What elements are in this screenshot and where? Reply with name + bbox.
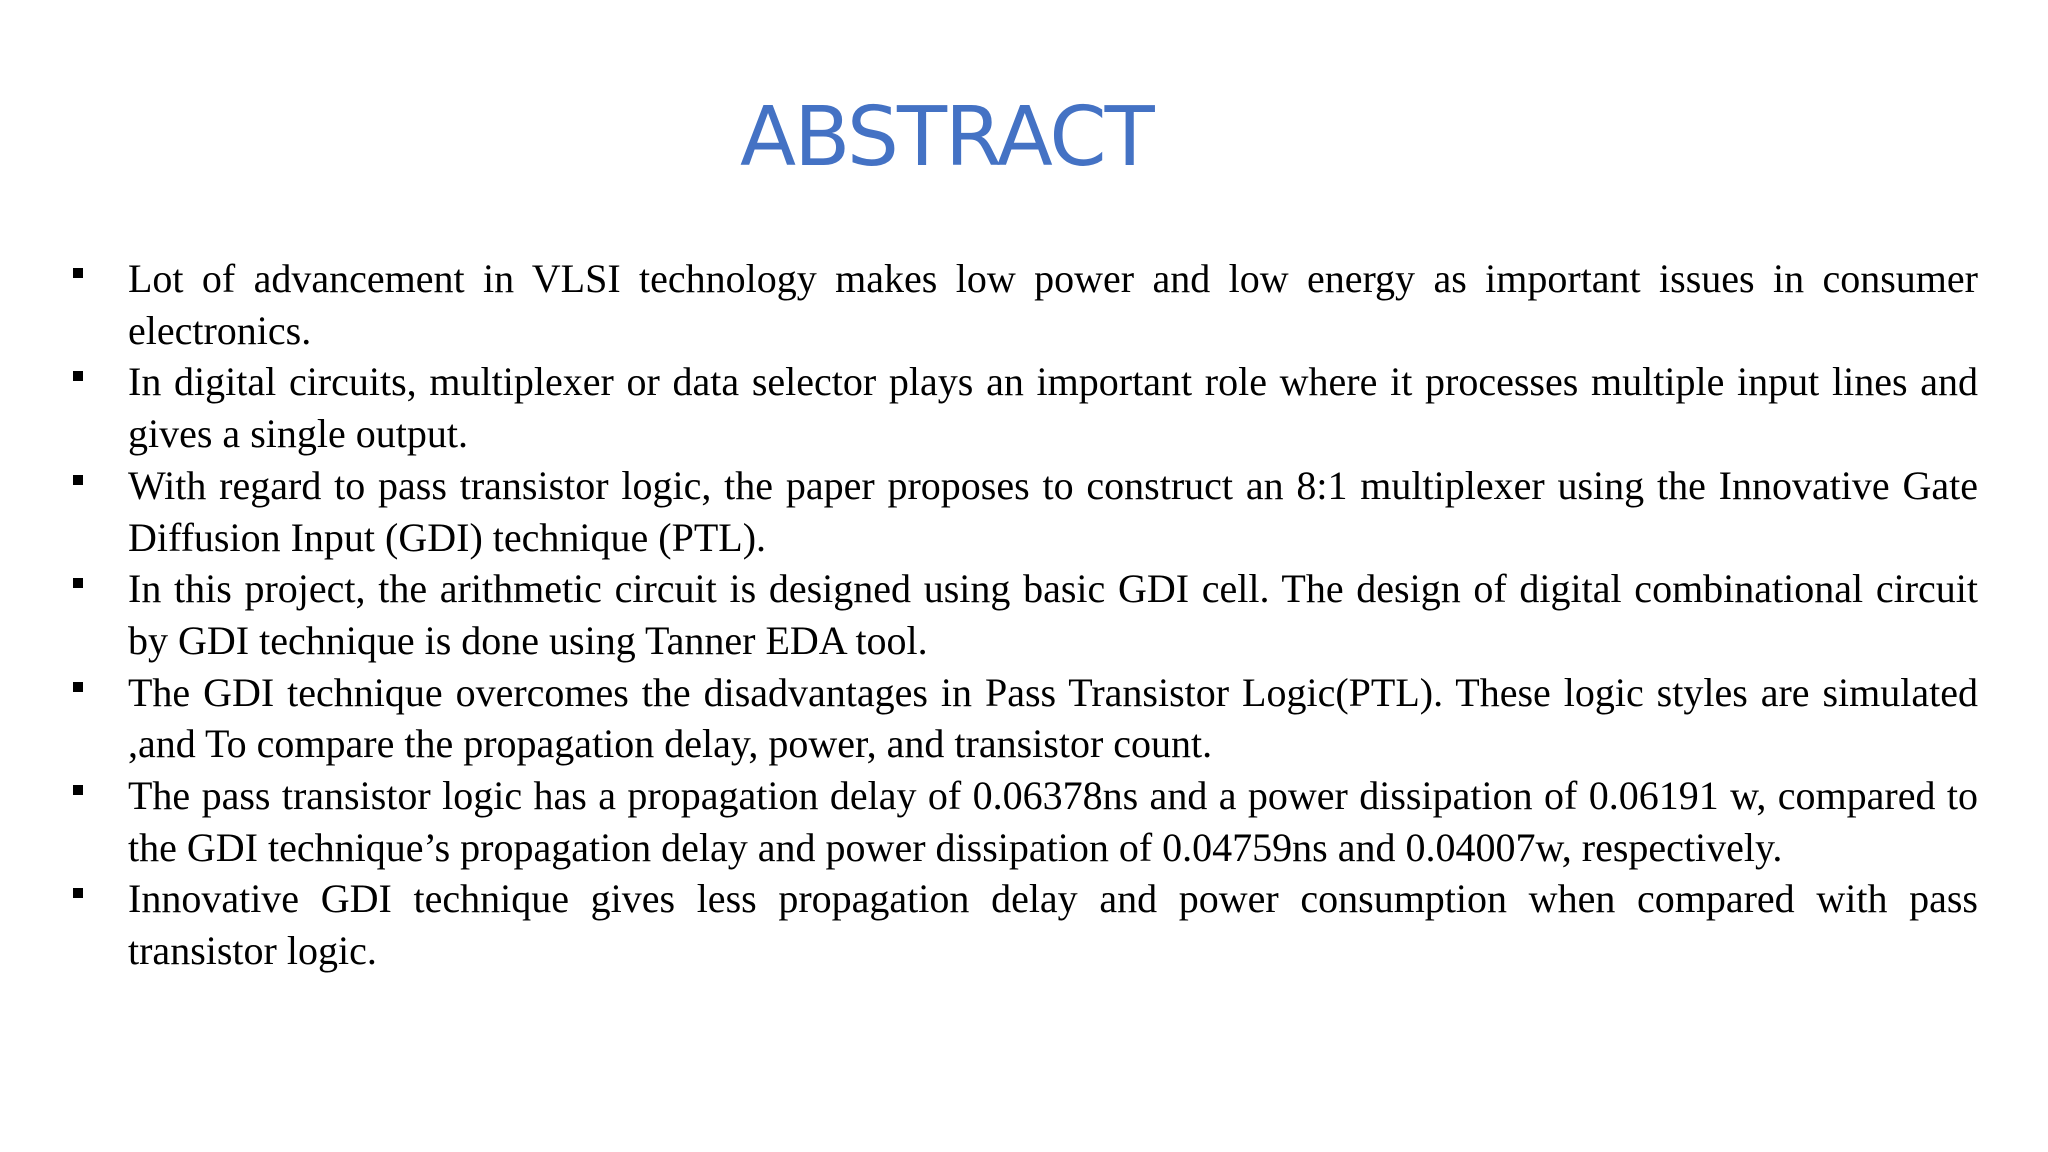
square-bullet-icon: [73, 785, 83, 795]
bullet-item: [128, 667, 1978, 770]
bullet-text: Lot of advancement in VLSI technology makes low power and low energy as important issues in consumer electronics.: [128, 256, 1978, 353]
square-bullet-icon: [73, 268, 83, 278]
square-bullet-icon: [73, 475, 83, 485]
bullet-item: [128, 770, 1978, 873]
square-bullet-icon: [73, 371, 83, 381]
bullet-text: Innovative GDI technique gives less propagation delay and power consumption when compared with pass transistor logic.: [128, 876, 1978, 974]
bullet-text: With regard to pass transistor logic, the paper proposes to construct an 8:1 multiplexer using the Innovative Gate Diffusion Input (GDI) technique (PTL).: [128, 462, 1978, 560]
square-bullet-icon: [73, 682, 83, 692]
bullet-item: [128, 873, 1978, 976]
square-bullet-icon: [73, 888, 83, 898]
bullet-item: [128, 356, 1978, 459]
square-bullet-icon: [73, 578, 83, 588]
bullet-text: The pass transistor logic has a propagation delay of 0.06378ns and a power dissipation of 0.06191 w, compared to the GDI technique’s propagation delay and power dissipation of 0.04759ns and 0.04007w, respectively.: [128, 773, 1978, 870]
bullet-text: In digital circuits, multiplexer or data selector plays an important role where it processes multiple input lines and gives a single output.: [128, 359, 1978, 457]
bullet-text: The GDI technique overcomes the disadvantages in Pass Transistor Logic(PTL). These logic styles are simulated ,and To compare the propagation delay, power, and transistor count.: [128, 669, 1978, 767]
slide-title: ABSTRACT: [740, 90, 1153, 185]
bullet-list: [128, 253, 1978, 977]
bullet-item: [128, 563, 1978, 666]
bullet-item: [128, 253, 1978, 356]
bullet-item: [128, 460, 1978, 563]
bullet-text: In this project, the arithmetic circuit is designed using basic GDI cell. The design of digital combinational circuit by GDI technique is done using Tanner EDA tool.: [128, 566, 1978, 663]
